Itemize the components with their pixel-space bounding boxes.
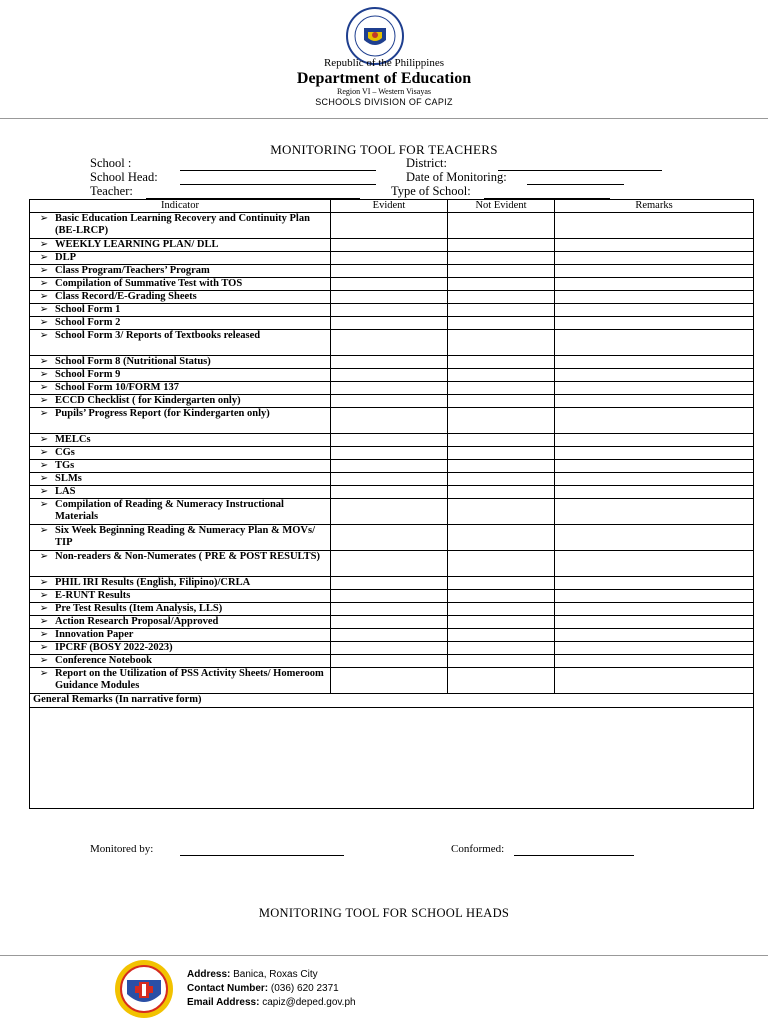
general-remarks-row [30,708,754,809]
evident-cell[interactable] [331,499,448,525]
not-evident-cell[interactable] [448,642,555,655]
indicator-label: E-RUNT Results [55,590,131,601]
indicator-cell [30,616,331,629]
contact-address [187,969,318,980]
division-logo [103,958,185,1020]
remarks-cell[interactable] [555,668,754,694]
remarks-cell[interactable] [555,265,754,278]
indicator-cell [30,434,331,447]
not-evident-cell[interactable] [448,590,555,603]
remarks-cell[interactable] [555,278,754,291]
evident-cell[interactable] [331,265,448,278]
evident-cell[interactable] [331,239,448,252]
not-evident-cell[interactable] [448,330,555,356]
not-evident-cell[interactable] [448,447,555,460]
monitored-by-field[interactable] [180,855,344,856]
indicator-label: TGs [55,460,75,471]
table-row [30,291,754,304]
table-row [30,330,754,356]
arrow-bullet-icon: ➢ [39,395,49,406]
teacher-label: Teacher: [90,184,133,198]
not-evident-cell[interactable] [448,499,555,525]
remarks-cell[interactable] [555,213,754,239]
indicator-cell [30,603,331,616]
evident-cell[interactable] [331,525,448,551]
general-remarks-label: General Remarks (In narrative form) [30,694,754,708]
not-evident-cell[interactable] [448,239,555,252]
school-head-field[interactable] [180,184,376,185]
evident-cell[interactable] [331,304,448,317]
remarks-cell[interactable] [555,642,754,655]
column-header-evident: Evident [331,200,448,213]
not-evident-cell[interactable] [448,278,555,291]
remarks-cell[interactable] [555,317,754,330]
general-remarks-box[interactable] [30,708,754,809]
date-of-monitoring-label: Date of Monitoring: [406,170,507,184]
table-row [30,408,754,434]
not-evident-cell[interactable] [448,603,555,616]
school-field[interactable] [180,170,376,171]
table-row [30,382,754,395]
remarks-cell[interactable] [555,330,754,356]
indicator-label: WEEKLY LEARNING PLAN/ DLL [55,239,219,250]
arrow-bullet-icon: ➢ [39,278,49,289]
table-row [30,213,754,239]
column-header-remarks: Remarks [555,200,754,213]
column-header-not-evident: Not Evident [448,200,555,213]
arrow-bullet-icon: ➢ [39,655,49,666]
indicator-cell [30,629,331,642]
evident-cell[interactable] [331,434,448,447]
remarks-cell[interactable] [555,590,754,603]
indicator-label: Six Week Beginning Reading & Numeracy Plan & MOVs/ TIP [55,525,315,548]
table-row [30,239,754,252]
remarks-cell[interactable] [555,239,754,252]
table-row [30,356,754,369]
evident-cell[interactable] [331,356,448,369]
remarks-cell[interactable] [555,252,754,265]
evident-cell[interactable] [331,668,448,694]
evident-cell[interactable] [331,577,448,590]
indicator-label: Compilation of Summative Test with TOS [55,278,243,289]
not-evident-cell[interactable] [448,434,555,447]
evident-cell[interactable] [331,317,448,330]
arrow-bullet-icon: ➢ [39,603,49,614]
indicator-cell [30,356,331,369]
indicator-label: Innovation Paper [55,629,134,640]
indicator-label: Pupils’ Progress Report (for Kindergarten only) [55,408,270,419]
remarks-cell[interactable] [555,369,754,382]
table-row [30,486,754,499]
not-evident-cell[interactable] [448,291,555,304]
remarks-cell[interactable] [555,434,754,447]
indicator-label: School Form 2 [55,317,121,328]
email-value[interactable]: capiz@deped.gov.ph [262,997,356,1008]
table-row [30,278,754,291]
indicator-cell [30,291,331,304]
not-evident-cell[interactable] [448,460,555,473]
indicator-cell [30,668,331,694]
arrow-bullet-icon: ➢ [39,434,49,445]
remarks-cell[interactable] [555,447,754,460]
region-label: Region VI – Western Visayas [337,87,431,96]
indicator-cell [30,408,331,434]
arrow-bullet-icon: ➢ [39,291,49,302]
table-row [30,447,754,460]
table-row [30,304,754,317]
arrow-bullet-icon: ➢ [39,447,49,458]
arrow-bullet-icon: ➢ [39,486,49,497]
monitoring-table [29,199,754,809]
indicator-label: Non-readers & Non-Numerates ( PRE & POST RESULTS) [55,551,320,562]
remarks-cell[interactable] [555,499,754,525]
indicator-label: IPCRF (BOSY 2022-2023) [55,642,173,653]
arrow-bullet-icon: ➢ [39,213,49,224]
indicator-label: School Form 3/ Reports of Textbooks released [55,330,261,341]
indicator-cell [30,486,331,499]
arrow-bullet-icon: ➢ [39,239,49,250]
evident-cell[interactable] [331,382,448,395]
evident-cell[interactable] [331,278,448,291]
indicator-cell [30,590,331,603]
address-value: Banica, Roxas City [233,969,318,980]
header-divider [0,118,768,119]
arrow-bullet-icon: ➢ [39,304,49,315]
remarks-cell[interactable] [555,291,754,304]
table-row [30,265,754,278]
remarks-cell[interactable] [555,629,754,642]
not-evident-cell[interactable] [448,265,555,278]
division-label: SCHOOLS DIVISION OF CAPIZ [315,97,453,107]
table-row [30,668,754,694]
table-row [30,460,754,473]
evident-cell[interactable] [331,252,448,265]
evident-cell[interactable] [331,447,448,460]
indicator-label: School Form 9 [55,369,121,380]
evident-cell[interactable] [331,330,448,356]
remarks-cell[interactable] [555,655,754,668]
arrow-bullet-icon: ➢ [39,382,49,393]
arrow-bullet-icon: ➢ [39,525,49,536]
table-row [30,629,754,642]
footer-divider [0,955,768,956]
not-evident-cell[interactable] [448,369,555,382]
remarks-cell[interactable] [555,356,754,369]
arrow-bullet-icon: ➢ [39,460,49,471]
table-row [30,434,754,447]
arrow-bullet-icon: ➢ [39,642,49,653]
not-evident-cell[interactable] [448,486,555,499]
arrow-bullet-icon: ➢ [39,408,49,419]
indicator-cell [30,304,331,317]
table-row [30,551,754,577]
indicator-label: PHIL IRI Results (English, Filipino)/CRLA [55,577,251,588]
indicator-label: MELCs [55,434,91,445]
indicator-cell [30,369,331,382]
evident-cell[interactable] [331,642,448,655]
remarks-cell[interactable] [555,551,754,577]
table-row [30,577,754,590]
remarks-cell[interactable] [555,486,754,499]
indicator-label: Basic Education Learning Recovery and Continuity Plan (BE-LRCP) [55,213,310,236]
arrow-bullet-icon: ➢ [39,265,49,276]
arrow-bullet-icon: ➢ [39,369,49,380]
address-label: Address: [187,969,231,980]
contact-email [187,997,356,1008]
phone-value: (036) 620 2371 [270,983,339,994]
not-evident-cell[interactable] [448,577,555,590]
not-evident-cell[interactable] [448,382,555,395]
remarks-cell[interactable] [555,577,754,590]
indicator-cell [30,525,331,551]
evident-cell[interactable] [331,655,448,668]
table-header-row [30,200,754,213]
indicator-cell [30,395,331,408]
conformed-field[interactable] [514,855,634,856]
date-of-monitoring-field[interactable] [527,184,624,185]
indicator-cell [30,499,331,525]
monitored-by-label: Monitored by: [90,843,154,855]
arrow-bullet-icon: ➢ [39,473,49,484]
general-remarks-label-row [30,694,754,708]
evident-cell[interactable] [331,603,448,616]
table-row [30,252,754,265]
table-row [30,603,754,616]
arrow-bullet-icon: ➢ [39,499,49,510]
arrow-bullet-icon: ➢ [39,577,49,588]
indicator-cell [30,473,331,486]
contact-phone [187,983,339,994]
not-evident-cell[interactable] [448,395,555,408]
not-evident-cell[interactable] [448,525,555,551]
evident-cell[interactable] [331,369,448,382]
indicator-cell [30,551,331,577]
not-evident-cell[interactable] [448,616,555,629]
table-row [30,590,754,603]
indicator-label: Class Record/E-Grading Sheets [55,291,197,302]
not-evident-cell[interactable] [448,356,555,369]
indicator-cell [30,252,331,265]
not-evident-cell[interactable] [448,629,555,642]
district-field[interactable] [498,170,662,171]
indicator-label: Conference Notebook [55,655,152,666]
indicator-label: School Form 8 (Nutritional Status) [55,356,211,367]
not-evident-cell[interactable] [448,213,555,239]
indicator-label: Report on the Utilization of PSS Activity Sheets/ Homeroom Guidance Modules [55,668,324,691]
remarks-cell[interactable] [555,460,754,473]
evident-cell[interactable] [331,213,448,239]
remarks-cell[interactable] [555,395,754,408]
evident-cell[interactable] [331,629,448,642]
school-head-label: School Head: [90,170,158,184]
table-row [30,369,754,382]
not-evident-cell[interactable] [448,317,555,330]
school-label: School : [90,156,132,170]
indicator-label: Action Research Proposal/Approved [55,616,219,627]
type-of-school-label: Type of School: [391,184,471,198]
indicator-cell [30,278,331,291]
indicator-label: LAS [55,486,76,497]
indicator-label: Compilation of Reading & Numeracy Instructional Materials [55,499,284,522]
republic-label: Republic of the Philippines [323,57,445,69]
indicator-cell [30,447,331,460]
evident-cell[interactable] [331,486,448,499]
indicator-cell [30,577,331,590]
evident-cell[interactable] [331,590,448,603]
email-label: Email Address: [187,997,260,1008]
conformed-label: Conformed: [451,843,505,855]
arrow-bullet-icon: ➢ [39,668,49,679]
indicator-cell [30,330,331,356]
evident-cell[interactable] [331,460,448,473]
remarks-cell[interactable] [555,382,754,395]
table-row [30,616,754,629]
phone-label: Contact Number: [187,983,269,994]
evident-cell[interactable] [331,473,448,486]
indicator-label: Class Program/Teachers’ Program [55,265,210,276]
remarks-cell[interactable] [555,603,754,616]
table-row [30,395,754,408]
indicator-cell [30,213,331,239]
document-title: MONITORING TOOL FOR TEACHERS [270,142,498,157]
table-row [30,655,754,668]
arrow-bullet-icon: ➢ [39,317,49,328]
indicator-label: School Form 10/FORM 137 [55,382,179,393]
evident-cell[interactable] [331,291,448,304]
arrow-bullet-icon: ➢ [39,590,49,601]
remarks-cell[interactable] [555,408,754,434]
evident-cell[interactable] [331,616,448,629]
indicator-cell [30,317,331,330]
not-evident-cell[interactable] [448,408,555,434]
indicator-label: CGs [55,447,75,458]
not-evident-cell[interactable] [448,655,555,668]
department-title: Department of Education [296,70,472,87]
arrow-bullet-icon: ➢ [39,356,49,367]
not-evident-cell[interactable] [448,668,555,694]
arrow-bullet-icon: ➢ [39,551,49,562]
school-heads-title: MONITORING TOOL FOR SCHOOL HEADS [258,906,510,920]
indicator-label: ECCD Checklist ( for Kindergarten only) [55,395,241,406]
not-evident-cell[interactable] [448,252,555,265]
indicator-label: SLMs [55,473,82,484]
evident-cell[interactable] [331,395,448,408]
table-row [30,525,754,551]
evident-cell[interactable] [331,408,448,434]
indicator-label: School Form 1 [55,304,121,315]
evident-cell[interactable] [331,551,448,577]
arrow-bullet-icon: ➢ [39,629,49,640]
indicator-cell [30,265,331,278]
not-evident-cell[interactable] [448,473,555,486]
arrow-bullet-icon: ➢ [39,330,49,341]
indicator-cell [30,239,331,252]
indicator-cell [30,642,331,655]
table-row [30,317,754,330]
arrow-bullet-icon: ➢ [39,616,49,627]
district-label: District: [406,156,447,170]
not-evident-cell[interactable] [448,304,555,317]
indicator-label: Pre Test Results (Item Analysis, LLS) [55,603,223,614]
remarks-cell[interactable] [555,616,754,629]
remarks-cell[interactable] [555,473,754,486]
table-body [30,213,754,694]
table-row [30,642,754,655]
indicator-cell [30,655,331,668]
table-row [30,473,754,486]
indicator-cell [30,382,331,395]
remarks-cell[interactable] [555,304,754,317]
remarks-cell[interactable] [555,525,754,551]
table-row [30,499,754,525]
indicator-cell [30,460,331,473]
column-header-indicator: Indicator [30,200,331,213]
arrow-bullet-icon: ➢ [39,252,49,263]
not-evident-cell[interactable] [448,551,555,577]
indicator-label: DLP [55,252,76,263]
